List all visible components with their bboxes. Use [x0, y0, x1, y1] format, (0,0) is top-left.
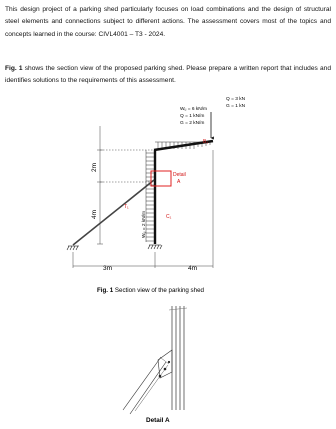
dim-label-4m: 4m — [91, 209, 98, 219]
detail-label-a: A — [177, 179, 181, 185]
tie-anchor-support — [67, 246, 79, 250]
intro-text: This design project of a parking shed particularly focuses on load combinations and the design of structural steel elements and connections subject to different actions. The assessment covers most of the topics and concepts learned in the course: CIVL4001 – T3 - 2024. — [5, 6, 331, 38]
load-label-q-point: Q = 3 kN — [226, 97, 246, 102]
figure-reference-paragraph — [5, 63, 331, 88]
member-label-b1: B₁ — [203, 139, 209, 145]
intro-paragraph — [5, 4, 331, 41]
member-label-t1: T₁ — [124, 204, 129, 210]
detail-a-view — [123, 306, 187, 414]
load-label-g: G = 2 kN/m — [180, 121, 205, 126]
load-label-wind-column: Wᵤ = 2 kN/m — [142, 210, 147, 238]
fig1-ref-bold: Fig. 1 — [5, 65, 23, 72]
dim-label-3m: 3m — [103, 265, 113, 272]
column-base-support — [148, 245, 162, 249]
parking-shed-figure — [0, 90, 336, 429]
column-wind-load — [146, 150, 154, 242]
dim-label-4m-horizontal: 4m — [188, 265, 198, 272]
load-label-g-point: G = 1 kN — [226, 104, 246, 109]
figure-caption — [97, 287, 205, 294]
member-label-c1: C₁ — [166, 214, 172, 220]
detail-label: Detail — [173, 172, 186, 178]
detail-a-caption: Detail A — [146, 417, 170, 424]
figure-caption-bold: Fig. 1 — [97, 287, 114, 294]
dim-label-2m: 2m — [91, 162, 98, 172]
dimension-lines — [73, 126, 213, 268]
fig1-ref-text: shows the section view of the proposed parking shed. Please prepare a written report that includes and identifies solutions to the requirements of this assessment. — [5, 65, 331, 85]
load-label-wu: Wᵤ = 6 kN/m — [180, 107, 208, 112]
load-label-q: Q = 1 kN/m — [180, 114, 205, 119]
figure-caption-text: Section view of the parking shed — [113, 287, 204, 294]
